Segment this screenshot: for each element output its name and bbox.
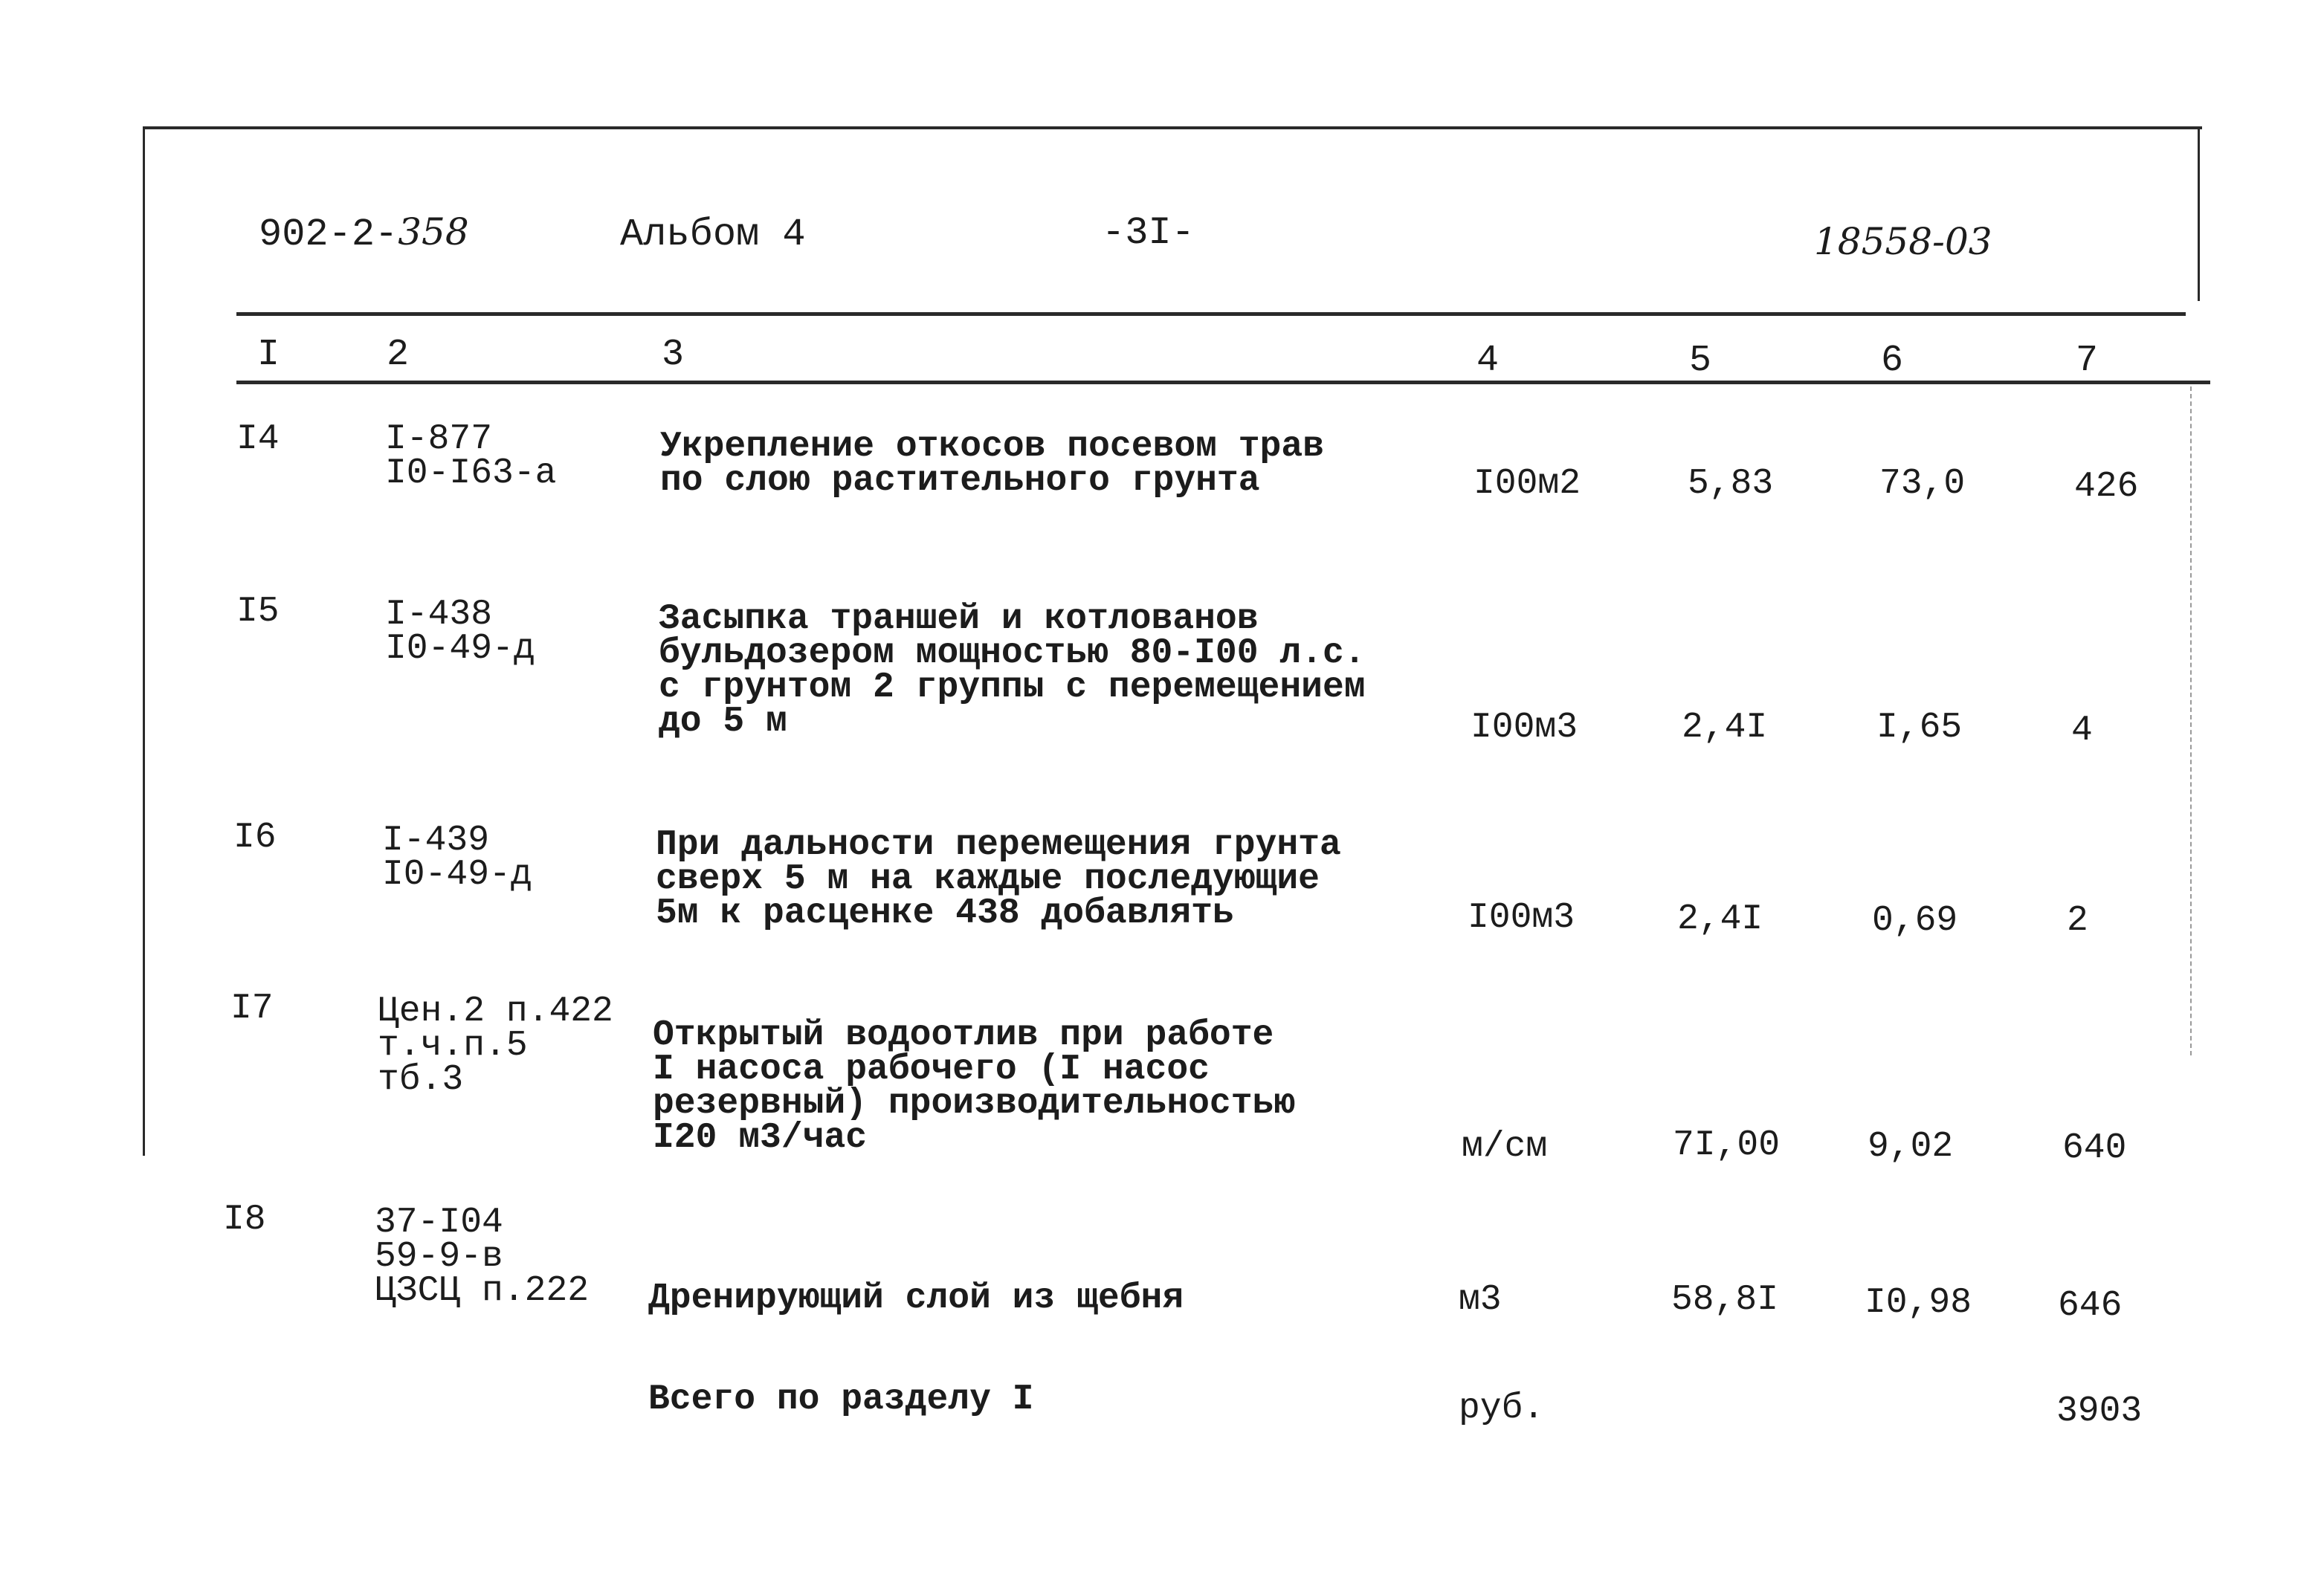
row-total: 426 <box>2074 467 2139 507</box>
row-unit: I00м2 <box>1474 464 1581 504</box>
row-unit: I00м3 <box>1471 708 1578 748</box>
page-number: -3I- <box>1102 211 1195 255</box>
column-number-7: 7 <box>2076 340 2099 382</box>
row-description: При дальности перемещения грунта сверх 5 м на каждые последующие 5м к расценке 438 добавлять <box>656 825 1341 934</box>
row-number: I5 <box>236 592 280 632</box>
row-unit-price: 73,0 <box>1879 464 1966 504</box>
row-unit-price: 9,02 <box>1868 1127 1954 1167</box>
column-number-4: 4 <box>1476 340 1500 382</box>
section-total-unit: руб. <box>1459 1388 1545 1429</box>
row-code: 37-I04 59-9-в ЦЗСЦ п.222 <box>375 1203 590 1311</box>
row-code: Цен.2 п.422 т.ч.п.5 тб.3 <box>378 991 613 1100</box>
row-quantity: 2,4I <box>1677 899 1763 939</box>
row-number: I6 <box>233 818 277 858</box>
row-code: I-438 I0-49-д <box>385 595 535 669</box>
row-unit: м3 <box>1459 1280 1502 1320</box>
row-number: I4 <box>236 419 280 459</box>
row-description: Засыпка траншей и котлованов бульдозером мощностью 80-I00 л.с. с грунтом 2 группы с перемещением до 5 м <box>659 599 1366 742</box>
row-total: 640 <box>2062 1128 2127 1168</box>
frame-left-border <box>143 126 145 1156</box>
column-number-6: 6 <box>1881 340 1904 382</box>
row-code: I-439 I0-49-д <box>382 821 532 895</box>
row-total: 646 <box>2058 1286 2123 1326</box>
row-unit: I00м3 <box>1468 898 1575 938</box>
row-unit-price: I0,98 <box>1865 1283 1972 1323</box>
header-rule-bottom <box>236 381 2210 384</box>
row-unit-price: I,65 <box>1876 708 1963 748</box>
row-number: I7 <box>230 989 274 1029</box>
row-description: Дренирующий слой из щебня <box>648 1278 1184 1319</box>
section-total-value: 3903 <box>2056 1391 2143 1431</box>
doc-code-handwritten: 358 <box>398 210 469 253</box>
frame-right-border <box>2198 126 2200 301</box>
doc-code-prefix: 902-2- <box>259 213 398 256</box>
frame-right-border-faded <box>2190 386 2192 1055</box>
doc-code <box>259 210 469 257</box>
registration-number: 18558-03 <box>1814 220 1992 263</box>
row-total: 2 <box>2067 901 2088 941</box>
row-number: I8 <box>223 1200 266 1240</box>
row-unit-price: 0,69 <box>1872 901 1958 941</box>
row-quantity: 5,83 <box>1688 464 1774 504</box>
frame-top-border <box>143 126 2202 129</box>
album-label: Альбом 4 <box>620 213 806 256</box>
column-number-3: 3 <box>662 334 685 376</box>
row-total: 4 <box>2071 711 2093 751</box>
column-number-5: 5 <box>1689 340 1712 382</box>
row-quantity: 58,8I <box>1671 1280 1779 1320</box>
column-number-1: I <box>257 334 280 376</box>
row-code: I-877 I0-I63-а <box>385 419 557 494</box>
row-quantity: 7I,00 <box>1673 1125 1781 1165</box>
row-description: Открытый водоотлив при работе I насоса рабочего (I насос резервный) производительностью I20 м3/час <box>653 1015 1296 1158</box>
column-number-2: 2 <box>387 334 410 376</box>
row-unit: м/см <box>1462 1127 1548 1167</box>
section-total-label: Всего по разделу I <box>648 1379 1034 1420</box>
row-description: Укрепление откосов посевом трав по слою растительного грунта <box>660 427 1324 501</box>
header-rule-top <box>236 312 2186 316</box>
row-quantity: 2,4I <box>1682 708 1768 748</box>
